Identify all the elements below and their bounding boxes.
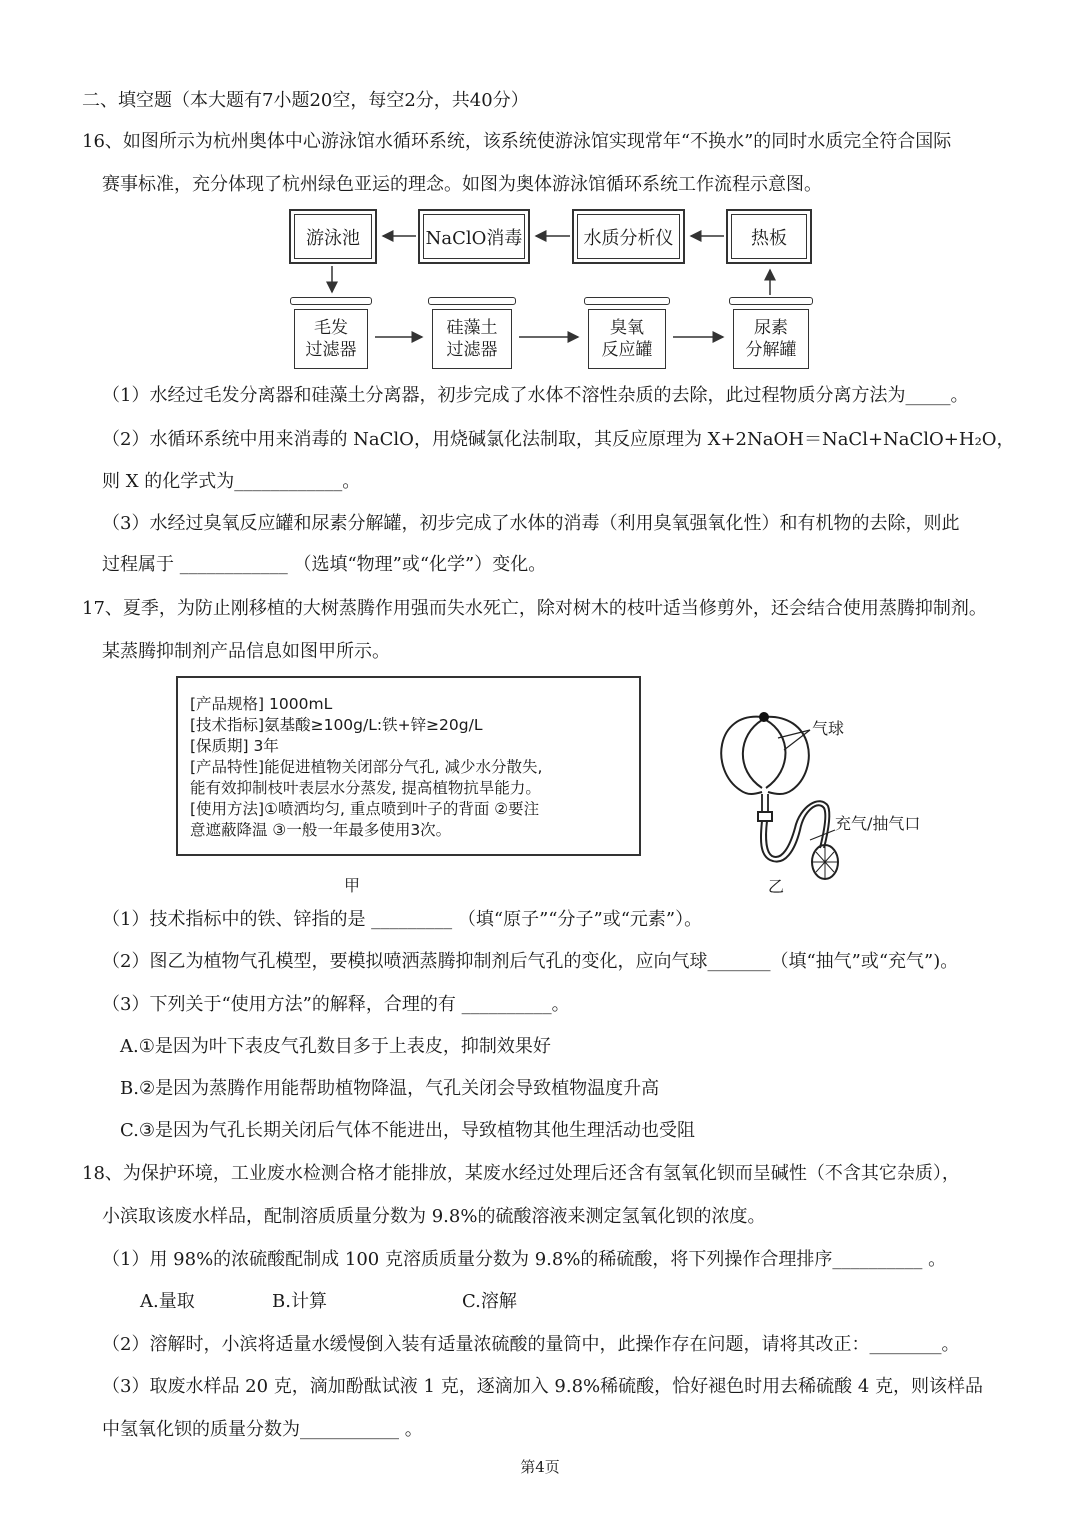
info-line-spec: [产品规格] 1000mL xyxy=(190,695,333,713)
q18-part2: （2）溶解时，小滨将适量水缓慢倒入装有适量浓硫酸的量筒中，此操作存在问题，请将其改正：________。 xyxy=(102,1334,960,1355)
tank-ozone-l2: 反应罐 xyxy=(601,340,653,360)
flow-arrows xyxy=(0,0,1080,400)
q16-stem-line2: 赛事标准，充分体现了杭州绿色亚运的理念。如图为奥体游泳馆循环系统工作流程示意图。 xyxy=(102,174,822,195)
caption-jia: 甲 xyxy=(344,876,361,895)
flow-box-pool-label: 游泳池 xyxy=(294,214,372,259)
q18-part1: （1）用 98%的浓硫酸配制成 100 克溶质质量分数为 9.8%的稀硫酸，将下列操作合理排序__________ 。 xyxy=(102,1249,947,1270)
flow-box-hotplate-label: 热板 xyxy=(731,214,807,259)
connector xyxy=(758,812,772,821)
q18-option-c: C.溶解 xyxy=(462,1291,517,1312)
q17-stem-line1: 17、夏季，为防止刚移植的大树蒸腾作用强而失水死亡，除对树木的枝叶适当修剪外，还会结合使用蒸腾抑制剂。 xyxy=(82,598,987,619)
q18-option-b: B.计算 xyxy=(272,1291,327,1312)
q16-stem-line1: 16、如图所示为杭州奥体中心游泳馆水循环系统，该系统使游泳馆实现常年“不换水”的同时水质完全符合国际 xyxy=(82,131,952,152)
page-number: 第4页 xyxy=(520,1458,560,1476)
flow-box-analyzer-label: 水质分析仪 xyxy=(577,214,680,259)
tank-diatomite-l1: 硅藻土 xyxy=(446,318,498,338)
q16-part2-line2: 则 X 的化学式为____________。 xyxy=(102,471,361,492)
pivot-dot xyxy=(759,712,769,722)
q18-option-a: A.量取 xyxy=(140,1291,195,1312)
q17-stem-line2: 某蒸腾抑制剂产品信息如图甲所示。 xyxy=(102,641,390,662)
q17-option-a: A.①是因为叶下表皮气孔数目多于上表皮，抑制效果好 xyxy=(120,1036,551,1057)
balloon-right xyxy=(766,720,786,788)
q18-part3-line1: （3）取废水样品 20 克，滴加酚酞试液 1 克，逐滴加入 9.8%稀硫酸，恰好褪色时用去稀硫酸 4 克，则该样品 xyxy=(102,1376,984,1397)
product-info-box xyxy=(176,676,641,856)
info-line-tech: [技术指标]氨基酸≥100g/L:铁+锌≥20g/L xyxy=(190,716,483,734)
q17-part2: （2）图乙为植物气孔模型，要模拟喷洒蒸腾抑制剂后气孔的变化，应向气球_______（填“抽气”或“充气”)。 xyxy=(102,951,959,972)
tank-ozone-l1: 臭氧 xyxy=(610,318,644,338)
info-line-shelf: [保质期] 3年 xyxy=(190,737,279,755)
q16-part3-line2: 过程属于 ____________ （选填“物理”或“化学”）变化。 xyxy=(102,554,547,575)
info-line-usage1: [使用方法]①喷洒均匀, 重点喷到叶子的背面 ②要注 xyxy=(190,800,540,818)
q17-option-b: B.②是因为蒸腾作用能帮助植物降温，气孔关闭会导致植物温度升高 xyxy=(120,1078,660,1099)
flow-box-naclo-label: NaClO消毒 xyxy=(423,214,525,259)
caption-yi: 乙 xyxy=(768,877,785,896)
tank-urea-l2: 分解罐 xyxy=(745,340,797,360)
q18-part3-line2: 中氢氧化钡的质量分数为___________ 。 xyxy=(102,1419,423,1440)
tank-hair-filter-l1: 毛发 xyxy=(314,318,348,338)
q16-part3-line1: （3）水经过臭氧反应罐和尿素分解罐，初步完成了水体的消毒（利用臭氧强氧化性）和有机物的去除，则此 xyxy=(102,513,960,534)
q17-part1: （1）技术指标中的铁、锌指的是 _________ （填“原子”“分子”或“元素”）。 xyxy=(102,909,703,930)
q16-part2-line1: （2）水循环系统中用来消毒的 NaClO，用烧碱氯化法制取，其反应原理为 X+2NaOH＝NaCl+NaClO+H₂O， xyxy=(102,429,1015,450)
tank-hair-filter-l2: 过滤器 xyxy=(305,340,357,360)
info-line-feature1: [产品特性]能促进植物关闭部分气孔, 减少水分散失, xyxy=(190,758,543,776)
q18-stem-line2: 小滨取该废水样品，配制溶质质量分数为 9.8%的硫酸溶液来测定氢氧化钡的浓度。 xyxy=(102,1206,766,1227)
info-line-usage2: 意遮蔽降温 ③一般一年最多使用3次。 xyxy=(190,821,452,839)
q16-part1: （1）水经过毛发分离器和硅藻土分离器，初步完成了水体不溶性杂质的去除，此过程物质分离方法为_____。 xyxy=(102,385,969,406)
tank-diatomite-l2: 过滤器 xyxy=(446,340,498,360)
section-header: 二、填空题（本大题有7小题20空，每空2分，共40分） xyxy=(82,90,529,111)
label-port: 充气/抽气口 xyxy=(835,814,921,833)
tank-urea-l1: 尿素 xyxy=(754,318,788,338)
balloon-left xyxy=(743,720,762,788)
label-balloon: 气球 xyxy=(812,719,845,738)
q17-part3: （3）下列关于“使用方法”的解释，合理的有 __________。 xyxy=(102,994,570,1015)
info-line-feature2: 能有效抑制枝叶表层水分蒸发, 提高植物抗旱能力。 xyxy=(190,779,541,797)
q17-option-c: C.③是因为气孔长期关闭后气体不能进出，导致植物其他生理活动也受阻 xyxy=(120,1120,695,1141)
q18-stem-line1: 18、为保护环境，工业废水检测合格才能排放，某废水经过处理后还含有氢氧化钡而呈碱性（不含其它杂质）， xyxy=(82,1163,960,1184)
